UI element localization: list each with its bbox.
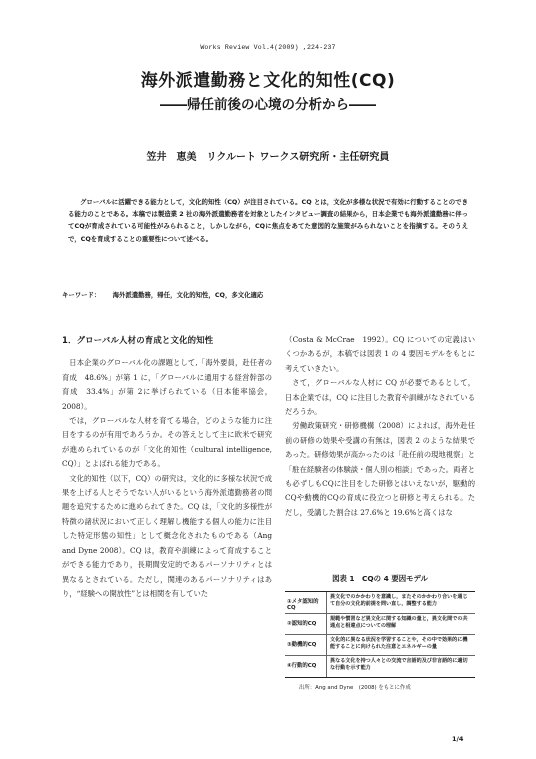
figure-row: [285, 614, 475, 635]
figure-row-desc: 異なる文化を持つ人々との交流で言語的及び非言語的に適切な行動を示す能力: [330, 658, 468, 672]
body-paragraph: では，グローバルな人材を育てる場合，どのような能力に注目をするのが有用であろうか。その答えとして主に欧米で研究が進められているのが「文化的知性（cultural intelligence, CQ）」とよばれる能力である。: [62, 416, 272, 469]
body-paragraph: 日本企業のグローバル化の課題として,「海外要員，赴任者の育成 48.6%」が第 1 に，「グローバルに通用する経営幹部の育成 33.4%」が第 2に挙げられている（日本能率協会，2008）。: [62, 358, 272, 411]
figure-title: 図表 1 CQの 4 要因モデル: [332, 574, 428, 583]
body-paragraph: 労働政策研究・研修機構（2008）によれば，海外赴任前の研修の効果や受講の有無は，図表 2 のような結果であった。研修効果が高かったのは「赴任前の現地視察」と「駐在経験者の体験談・個人別の相談」であった。両者とも必ずしもCQに注目をした研修とはいえないが，駆動的CQや動機的CQの育成に役立つと研修と考えられる。ただし，受講した割合は 27.6%と 19.6%と高くはな: [285, 421, 475, 517]
body-paragraph: さて，グローバルな人材に CQ が必要であるとして，日本企業では，CQ に注目した教育や訓練がなされているだろうか。: [285, 378, 475, 417]
keywords-label: キーワード：: [62, 291, 101, 299]
section-heading: 1．グローバル人材の育成と文化的知性: [62, 335, 214, 345]
figure-row-key: ④行動的CQ: [285, 656, 327, 677]
figure-row: [285, 592, 475, 614]
right-column: [285, 333, 475, 520]
abstract: グローバルに活躍できる能力として，文化的知性（CQ）が注目されている。CQ とは，文化が多様な状況で有効に行動することのできる能力のことである。本稿では製造業 2 社の海外派遣勤務者を対象としたインタビュー調査の結果から，日本企業でも海外派遣勤務に伴ってCQが育成されている可能性がみられること，しかしながら，CQに焦点をあてた意図的な施策がみられないことを指摘する。そのうえで，CQを育成することの重要性について述べる。: [68, 198, 468, 243]
figure-row: [285, 656, 475, 677]
left-column: [62, 333, 272, 601]
page-number: 1/4: [452, 735, 464, 743]
figure-row: [285, 635, 475, 656]
keywords: [62, 290, 482, 299]
figure-row-key: ①メタ認知的CQ: [285, 592, 327, 613]
figure-row-desc: 規範や慣習など異文化に関する知識の量と，異文化間での共通点と相違点についての理解: [330, 616, 468, 630]
figure-cq-model: [285, 573, 475, 691]
journal-header: Works Review Vol.4(2009) ,224-237: [200, 44, 336, 51]
figure-row-key: ②認知的CQ: [285, 614, 327, 634]
body-paragraph: （Costa & McCrae 1992）。CQ についての定義はいくつかあるが，本稿では図表 1 の 4 要因モデルをもとに考えていきたい。: [285, 335, 475, 373]
figure-table: [285, 591, 475, 678]
figure-source: 出所：Ang and Dyne (2008) をもとに作成: [299, 685, 411, 691]
figure-row-key: ③動機的CQ: [285, 635, 327, 655]
paper-title: 海外派遣勤務と文化的知性(CQ): [140, 71, 396, 91]
keywords-text: 海外派遣勤務，帰任，文化的知性，CQ，多文化適応: [112, 291, 264, 299]
figure-row-desc: 異文化でのかかわりを意識し，またそのかかわり合いを通じて自分の文化的前提を問い直し，調整する能力: [330, 594, 468, 608]
figure-row-desc: 文化的に異なる状況を学習することや，その中で効果的に機能することに向けられた注意とエネルギーの量: [330, 637, 468, 651]
paper-subtitle: ――帰任前後の心境の分析から――: [160, 97, 376, 113]
body-paragraph: 文化的知性（以下，CQ）の研究は，文化的に多様な状況で成果を上げる人とそうでない人がいるという海外派遣勤務者の問題を追究するために進められてきた。CQ は，「文化的多様性が特徴の諸状況において正しく理解し機能する個人の能力に注目した特定形態の知性」として概念化されたものである（Ang and Dyne 2008）。CQ は，教育や訓練によって育成することができる能力であり，長期間安定的であるパーソナリティとは異なるとされている。ただし，関連のあるパーソナリティはあり，“経験への開放性”とは相関を有していた: [62, 473, 272, 598]
author-line: 笠井 恵美 リクルート ワークス研究所・主任研究員: [146, 152, 390, 163]
